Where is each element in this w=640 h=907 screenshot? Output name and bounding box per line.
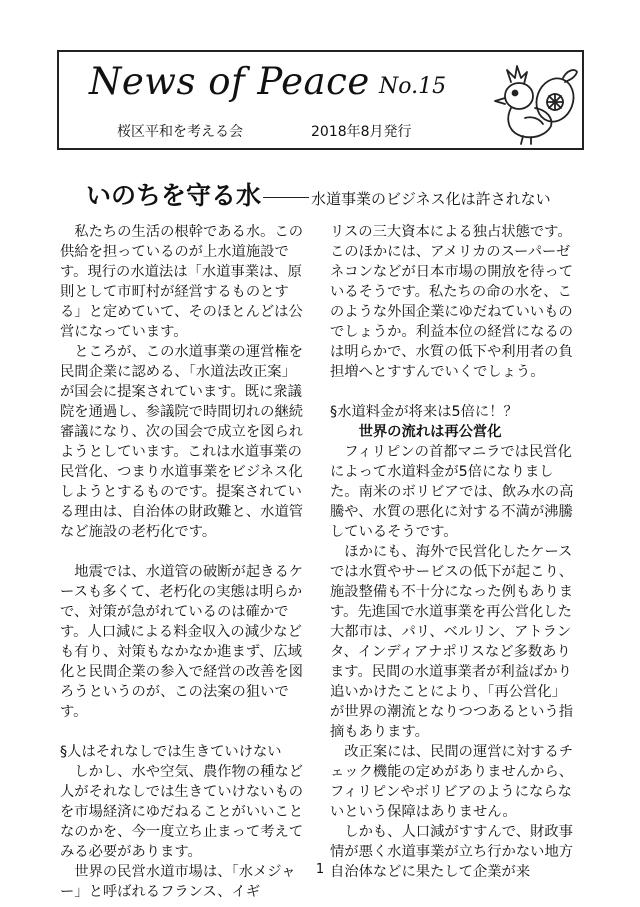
section-subheading: 世界の流れは再公営化 [358, 424, 502, 440]
paragraph: ほかにも、海外で民営化したケースでは水質やサービスの低下が起こり、施設整備も不十分になった例もあります。先進国で水道事業を再公営化した大都市は、パリ、ベルリン、アトランタ、インディアナポリスなど多数あります。民間の水道事業者が利益ばかり追いかけたことにより、「再公営化」が世界の潮流となりつつあるという指摘もあります。 [330, 544, 574, 740]
paragraph: フィリピンの首都マニラでは民営化によって水道料金が5倍になりました。南米のボリビアでは、飲み水の高騰や、水質の悪化に対する不満が沸騰しているそうです。 [330, 444, 574, 540]
section-heading: §水道料金が将来は5倍に！？ [330, 404, 518, 420]
organization-name: 桜区平和を考える会 [117, 124, 243, 140]
headline-sub: 水道事業のビジネス化は許されない [311, 190, 551, 208]
masthead [57, 50, 584, 150]
headline [86, 176, 606, 212]
paragraph: 地震では、水道管の破断が起きるケースも多くて、老朽化の実態は明らかで、対策が急がれているのは確かです。人口減による料金収入の減少なども有り、対策もなかなか進まず、広域化と民間企業の参入で経営の改善を図ろうというのが、この法案の狙いです。 [60, 564, 304, 720]
paragraph: 世界の民営水道市場は、「水メジャー」と呼ばれるフランス、イギ [60, 864, 296, 900]
paragraph: ところが、この水道事業の運営権を民間企業に認める、「水道法改正案」が国会に提案されています。既に衆議院を通過し、参議院で時間切れの継続審議になり、次の国会で成立を図られようとしています。これは水道事業の民営化、つまり水道事業をビジネス化しようとするものです。提案されている理由は、自治体の財政難と、水道管など施設の老朽化です。 [60, 344, 304, 540]
headline-main: いのちを守る水 [86, 181, 262, 210]
paragraph: リスの三大資本による独占状態です。このほかには、アメリカのスーパーゼネコンなどが日本市場の開放を待っているそうです。私たちの命の水を、このような外国企業にゆだねていいものでしょうか。利益本位の経営になるのは明らかで、水質の低下や利用者の負担増へとすすんでいくでしょう。 [330, 224, 574, 380]
headline-dash [263, 197, 309, 198]
paragraph: 私たちの生活の根幹である水。この供給を担っているのが上水道施設です。現行の水道法は「水道事業は、原則として市町村が経営するものとする」と定めていて、そのほとんどは公営になっています。 [60, 224, 304, 340]
page-number: 1 [315, 862, 325, 877]
spacer [60, 542, 310, 562]
right-column [330, 222, 580, 882]
left-column [60, 222, 310, 902]
issue-date: 2018年8月発行 [311, 124, 412, 140]
section-heading: §人はそれなしでは生きていけない [60, 744, 282, 760]
paragraph: しかし、水や空気、農作物の種など人がそれなしでは生きていけないものを市場経済にゆだねることがいいことなのかを、今一度立ち止まって考えてみる必要があります。 [60, 764, 304, 860]
spacer [330, 382, 580, 402]
spacer [60, 722, 310, 742]
bird-mascot-icon [491, 60, 579, 146]
paragraph: しかも、人口減がすすんで、財政事情が悪く水道事業が立ち行かない地方自治体などに果たして企業が来 [330, 824, 574, 880]
newsletter-title: News of Peace [89, 60, 370, 103]
issue-number: No.15 [379, 74, 447, 99]
paragraph: 改正案には、民間の運営に対するチェック機能の定めがありませんから、フィリピンやボリビアのようにならないという保障はありません。 [330, 744, 574, 820]
